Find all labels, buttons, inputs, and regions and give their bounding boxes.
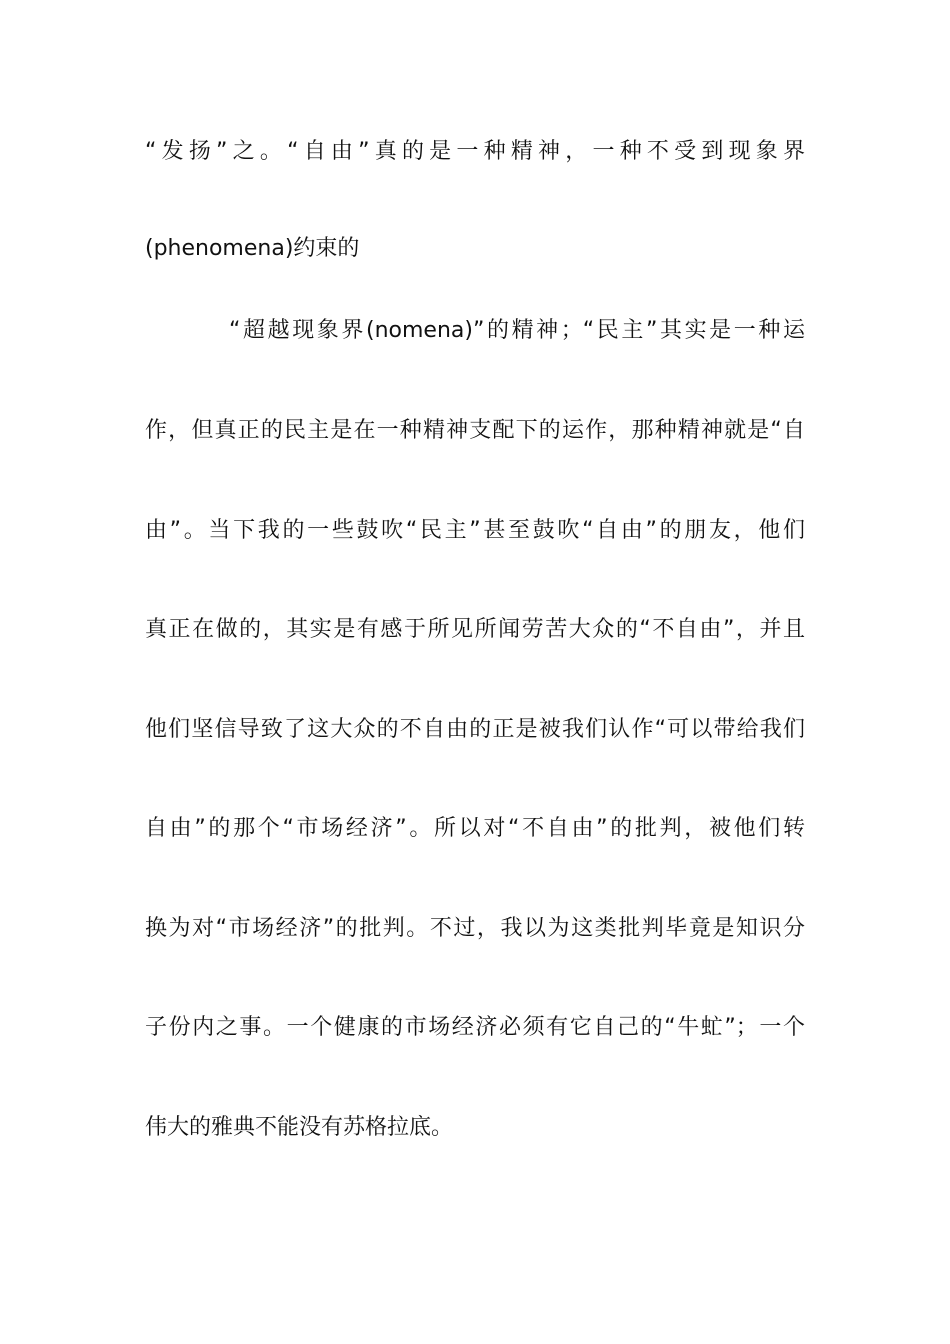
paragraph-line-2: (phenomena)约束的 [145, 236, 360, 261]
paragraph-line-3: “超越现象界(nomena)”的精神；“民主”其实是一种运 [229, 318, 805, 343]
paragraph-line-1: “发扬”之。“自由”真的是一种精神，一种不受到现象界 [145, 139, 805, 164]
paragraph-line-11: 伟大的雅典不能没有苏格拉底。 [145, 1115, 454, 1140]
paragraph-line-9: 换为对“市场经济”的批判。不过，我以为这类批判毕竟是知识分 [145, 916, 805, 941]
paragraph-line-4: 作，但真正的民主是在一种精神支配下的运作，那种精神就是“自 [145, 418, 805, 443]
paragraph-line-8: 自由”的那个“市场经济”。所以对“不自由”的批判，被他们转 [145, 816, 805, 841]
paragraph-line-6: 真正在做的，其实是有感于所见所闻劳苦大众的“不自由”，并且 [145, 617, 805, 642]
paragraph-line-7: 他们坚信导致了这大众的不自由的正是被我们认作“可以带给我们 [145, 717, 805, 742]
paragraph-line-5: 由”。当下我的一些鼓吹“民主”甚至鼓吹“自由”的朋友，他们 [145, 518, 805, 543]
paragraph-line-10: 子份内之事。一个健康的市场经济必须有它自己的“牛虻”；一个 [145, 1015, 805, 1040]
